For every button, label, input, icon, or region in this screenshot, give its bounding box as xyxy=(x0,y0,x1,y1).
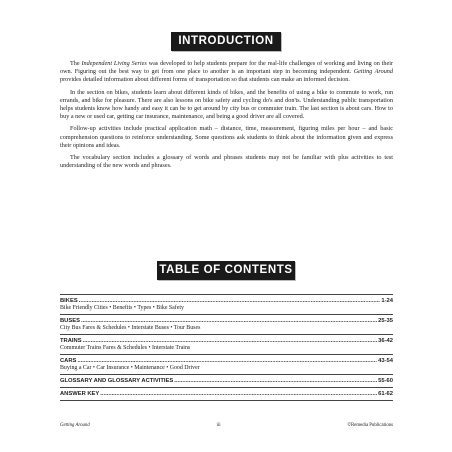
toc-subtopics: Buying a Car • Car Insurance • Maintenance • Good Driver xyxy=(60,365,200,371)
intro-p1-pre: The xyxy=(70,60,82,67)
toc-title: BUSES xyxy=(60,318,80,324)
page-number: iii xyxy=(216,423,221,428)
toc-pages: 43-54 xyxy=(378,358,393,364)
dot-leader xyxy=(79,298,381,304)
toc-pages: 25-35 xyxy=(378,318,393,324)
series-title: Independent Living Series xyxy=(81,60,147,67)
dot-leader xyxy=(83,338,378,344)
dot-leader xyxy=(81,318,377,324)
toc-subtopics: Bike Friendly Cities • Benefits • Types • Bike Safety xyxy=(60,305,184,311)
toc-subtopics: Commuter Trains Fares & Schedules • Interstate Trains xyxy=(60,345,191,351)
introduction-body xyxy=(60,60,393,174)
toc-pages: 55-60 xyxy=(378,378,393,384)
toc-entry-glossary xyxy=(60,374,393,387)
toc-title: CARS xyxy=(60,358,77,364)
intro-paragraph-2: In the section on bikes, students learn about different kinds of bikes, and the benefits of using a bike to commute to work, run errands, and bike for pleasure. There are also lessons on bike safety and cycling do's and don'ts. Understanding public transportation helps students know how handy and easy it can be to get around by city bus or commuter train. The last section is about cars. How to buy a new or used car, getting car insurance, maintenance, and being a good driver are all covered. xyxy=(60,88,393,121)
table-of-contents xyxy=(60,294,393,401)
intro-paragraph-1 xyxy=(60,60,393,85)
toc-title: TRAINS xyxy=(60,338,82,344)
dot-leader xyxy=(100,391,377,397)
toc-entry-cars xyxy=(60,354,393,374)
toc-entry-trains xyxy=(60,334,393,354)
dot-leader xyxy=(77,358,377,364)
toc-entry-answer-key xyxy=(60,387,393,401)
toc-pages: 61-62 xyxy=(378,391,393,397)
dot-leader xyxy=(174,378,377,384)
toc-pages: 1-24 xyxy=(381,298,393,304)
toc-entry-buses xyxy=(60,314,393,334)
footer-copyright: ©Remedia Publications xyxy=(347,423,393,428)
toc-title: GLOSSARY AND GLOSSARY ACTIVITIES xyxy=(60,378,174,384)
intro-p1-post: provides detailed information about different forms of transportation so that students can make an informed decision. xyxy=(60,76,350,84)
toc-subtopics: City Bus Fares & Schedules • Interstate Buses • Tour Buses xyxy=(60,325,201,331)
toc-title: ANSWER KEY xyxy=(60,391,100,397)
table-of-contents-heading: TABLE OF CONTENTS xyxy=(157,261,295,280)
toc-entry-bikes xyxy=(60,294,393,314)
intro-paragraph-4: The vocabulary section includes a glossary of words and phrases students may not be familiar with plus activities to test understanding of the new words and phrases. xyxy=(60,154,393,170)
intro-paragraph-3: Follow-up activities include practical application math – distance, time, measurement, figuring miles per hour – and basic comprehension questions to reinforce understanding. Some questions ask students to think about the information given and express their opinions and ideas. xyxy=(60,125,393,149)
intro-p1-mid: was developed to help students prepare for the real-life challenges of working and living on their own. Figuring out the best way to get from one place to another is an important step in becoming independent. xyxy=(60,60,394,76)
introduction-heading: INTRODUCTION xyxy=(171,32,281,51)
page-footer xyxy=(60,423,393,428)
toc-pages: 36-42 xyxy=(378,338,393,344)
toc-title: BIKES xyxy=(60,298,78,304)
book-title: Getting Around xyxy=(353,68,393,76)
footer-book-title: Getting Around xyxy=(60,423,90,428)
